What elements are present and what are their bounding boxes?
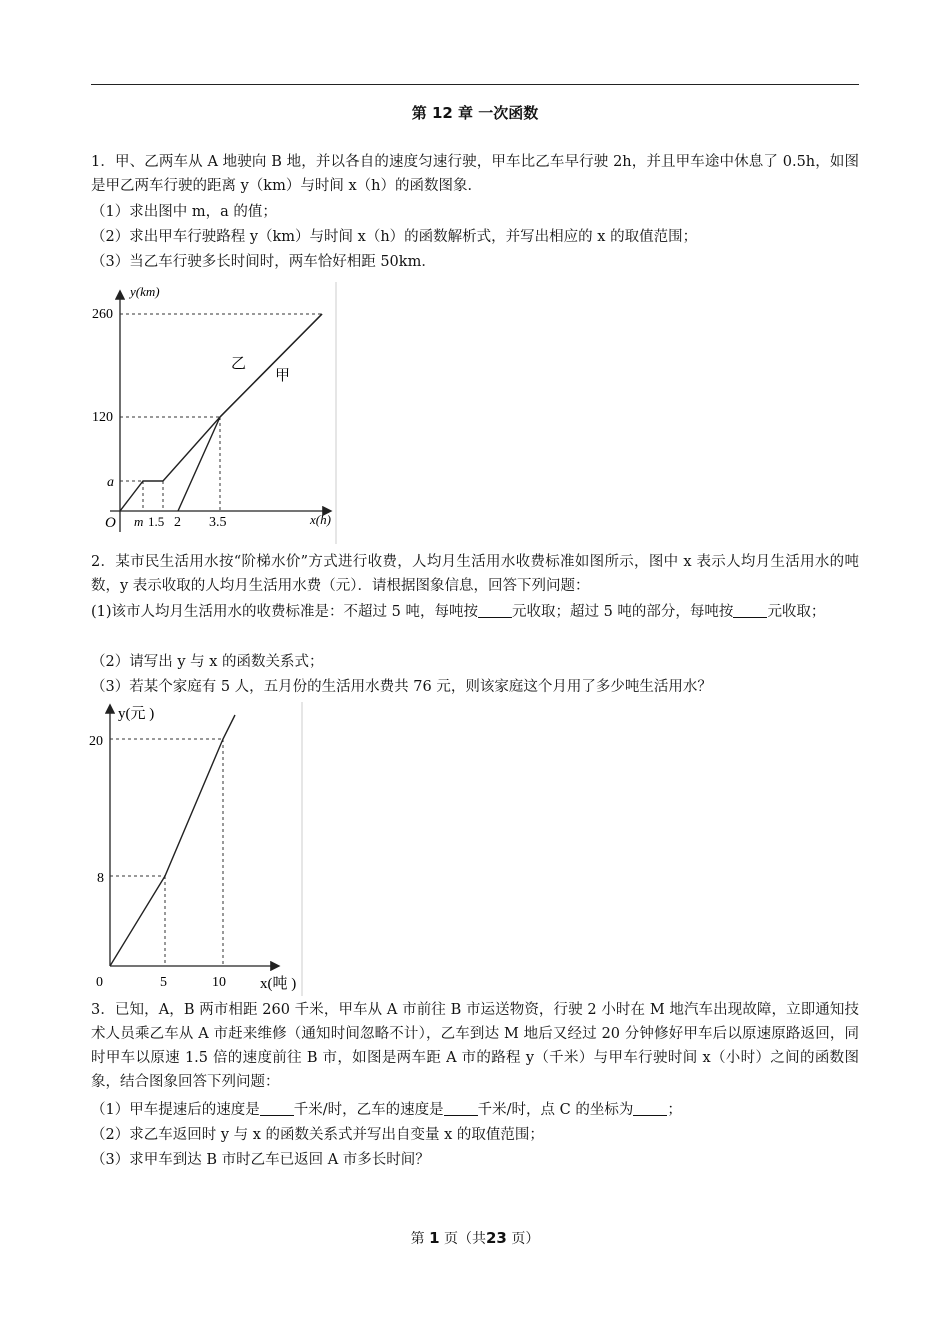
q1-stem: 1．甲、乙两车从 A 地驶向 B 地，并以各自的速度匀速行驶，甲车比乙车早行驶 2h，并且甲车途中休息了 0.5h，如图是甲乙两车行驶的距离 y（km）与时间 x（h）的函数图象． (91, 154, 859, 194)
q1-item-3: （3）当乙车行驶多长时间时，两车恰好相距 50km． (91, 254, 436, 270)
q3-item-3: （3）求甲车到达 B 市时乙车已返回 A 市多长时间？ (91, 1152, 430, 1168)
q1-y-tick-a: a (107, 475, 114, 490)
q3-blank-1 (260, 1101, 294, 1116)
q1-item-1: （1）求出图中 m，a 的值； (91, 204, 277, 220)
q1-item-2: （2）求出甲车行驶路程 y（km）与时间 x（h）的函数解析式，并写出相应的 x 的取值范围； (91, 229, 698, 245)
header-rule (91, 84, 859, 85)
q3-blank-3 (633, 1101, 667, 1116)
q3-item-1 (91, 1098, 859, 1122)
footer-total-pages: 23 (486, 1229, 507, 1247)
q2-x-tick-10: 10 (212, 975, 226, 990)
page-title: 第 12 章 一次函数 (411, 104, 539, 122)
q3-blank-2 (444, 1101, 478, 1116)
q2-origin-label: 0 (96, 975, 103, 990)
footer-prefix: 第 (410, 1231, 425, 1247)
q2-y-tick-8: 8 (97, 871, 104, 886)
q2-item-1 (91, 600, 859, 624)
q1-series-line-jia (120, 314, 322, 511)
q1-y-tick-260: 260 (92, 307, 113, 322)
q2-x-tick-5: 5 (160, 975, 167, 990)
q2-y-tick-20: 20 (89, 734, 103, 749)
q1-line-label-yi: 乙 (231, 356, 247, 372)
q1-x-tick-m: m (134, 514, 144, 529)
q1-origin-label: O (105, 515, 116, 531)
q1-graph (90, 282, 340, 544)
q2-series-line (110, 715, 235, 966)
page-footer (0, 1228, 950, 1248)
q1-x-tick-1-5: 1.5 (148, 514, 165, 529)
footer-page-number: 1 (429, 1229, 440, 1247)
q3-item-1-part-a: （1）甲车提速后的速度是 (91, 1102, 260, 1118)
q1-line-label-jia: 甲 (275, 368, 291, 384)
q2-item-1-part-b: 元收取；超过 5 吨的部分，每吨按 (511, 604, 734, 620)
q3-item-2: （2）求乙车返回时 y 与 x 的函数关系式并写出自变量 x 的取值范围； (91, 1127, 544, 1143)
q2-stem: 2．某市民生活用水按“阶梯水价”方式进行收费，人均月生活用水收费标准如图所示，图中 x 表示人均月生活用水的吨数，y 表示收取的人均月生活用水费（元）．请根据图象信息，回答下列问题： (91, 554, 859, 594)
footer-middle: 页（共 (444, 1231, 486, 1247)
q1-x-tick-3-5: 3.5 (209, 515, 227, 530)
q1-y-axis-label: y(km) (130, 284, 160, 299)
q3-item-1-part-b: 千米/时，乙车的速度是 (293, 1102, 444, 1118)
q1-x-tick-2: 2 (174, 515, 181, 530)
q2-blank-1 (478, 603, 512, 618)
q2-graph (88, 702, 306, 996)
q2-item-1-part-c: 元收取； (767, 604, 826, 620)
q2-item-3: （3）若某个家庭有 5 人，五月份的生活用水费共 76 元，则该家庭这个月用了多少吨生活用水？ (91, 679, 712, 695)
q1-series-line-yi (178, 314, 322, 511)
q2-y-axis-label: y(元 ) (118, 706, 155, 722)
q1-x-axis-label: x(h) (310, 512, 331, 527)
q3-stem: 3．已知，A，B 两市相距 260 千米，甲车从 A 市前往 B 市运送物资，行驶 2 小时在 M 地汽车出现故障，立即通知技术人员乘乙车从 A 市赶来维修（通知时间忽略不计），乙车到达 M 地后又经过 20 分钟修好甲车后以原速原路返回，同时甲车以原速 1.5 倍的速度前往 B 市，如图是两车距 A 市的路程 y（千米）与甲车行驶时间 x（小时）之间的函数图象，结合图象回答下列问题： (91, 1002, 859, 1090)
q2-blank-2 (733, 603, 767, 618)
q3-item-1-part-c: 千米/时，点 C 的坐标为 (477, 1102, 634, 1118)
q3-item-1-part-d: ； (667, 1102, 682, 1118)
q1-y-tick-120: 120 (92, 410, 113, 425)
q2-item-2: （2）请写出 y 与 x 的函数关系式； (91, 654, 324, 670)
q2-x-axis-label: x(吨 ) (260, 976, 297, 992)
q2-item-1-part-a: (1)该市人均月生活用水的收费标准是：不超过 5 吨，每吨按 (91, 604, 478, 620)
footer-suffix: 页） (511, 1231, 540, 1247)
